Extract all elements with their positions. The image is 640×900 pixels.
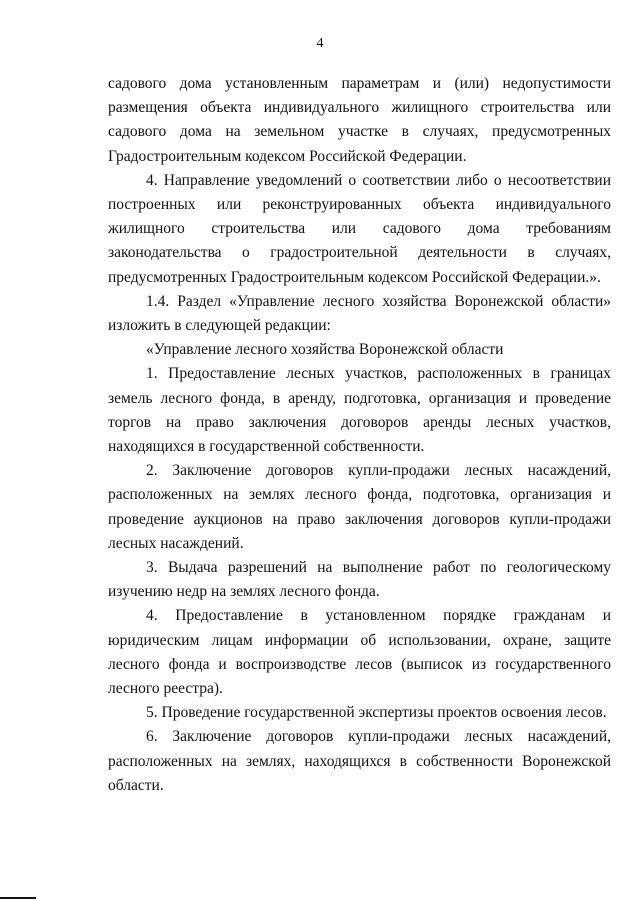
bottom-edge-mark: [0, 897, 36, 899]
list-item-6: 6. Заключение договоров купли-продажи лесных насаждений, расположенных на землях, находящихся в собственности Воронежской области.: [108, 728, 611, 794]
paragraph-section-1-4: 1.4. Раздел «Управление лесного хозяйства Воронежской области» изложить в следующей редакции:: [108, 292, 611, 335]
list-item-5: 5. Проведение государственной экспертизы проектов освоения лесов.: [146, 704, 607, 722]
list-item-4: 4. Предоставление в установленном порядке гражданам и юридическим лицам информации об использовании, охране, защите лесного фонда и воспроизводстве лесов (выписок из государственного лесного реестра).: [108, 607, 611, 698]
document-body: [108, 72, 611, 798]
list-item-2: 2. Заключение договоров купли-продажи лесных насаждений, расположенных на землях лесного фонда, подготовка, организация и проведение аукционов на право заключения договоров купли-продажи лесных насаждений.: [108, 462, 611, 552]
list-item-1: 1. Предоставление лесных участков, расположенных в границах земель лесного фонда, в аренду, подготовка, организация и проведение торгов на право заключения договоров аренды лесных участков, находящихся в государственной собственности.: [108, 365, 611, 456]
paragraph-item-4-notifications: 4. Направление уведомлений о соответствии либо о несоответствии построенных или реконструированных объекта индивидуального жилищного строительства или садового дома требованиям законодательства о градостроительной деятельности в случаях, предусмотренных Градостроительным кодексом Российской Федерации.».: [108, 171, 611, 286]
page-number: 4: [316, 36, 324, 51]
paragraph-continuation: садового дома установленным параметрам и (или) недопустимости размещения объекта индивидуального жилищного строительства или садового дома на земельном участке в случаях, предусмотренных Градостроительным кодексом Российской Федерации.: [108, 75, 611, 165]
list-item-3: 3. Выдача разрешений на выполнение работ по геологическому изучению недр на землях лесного фонда.: [108, 559, 611, 601]
section-heading-forestry: «Управление лесного хозяйства Воронежской области: [146, 341, 504, 359]
